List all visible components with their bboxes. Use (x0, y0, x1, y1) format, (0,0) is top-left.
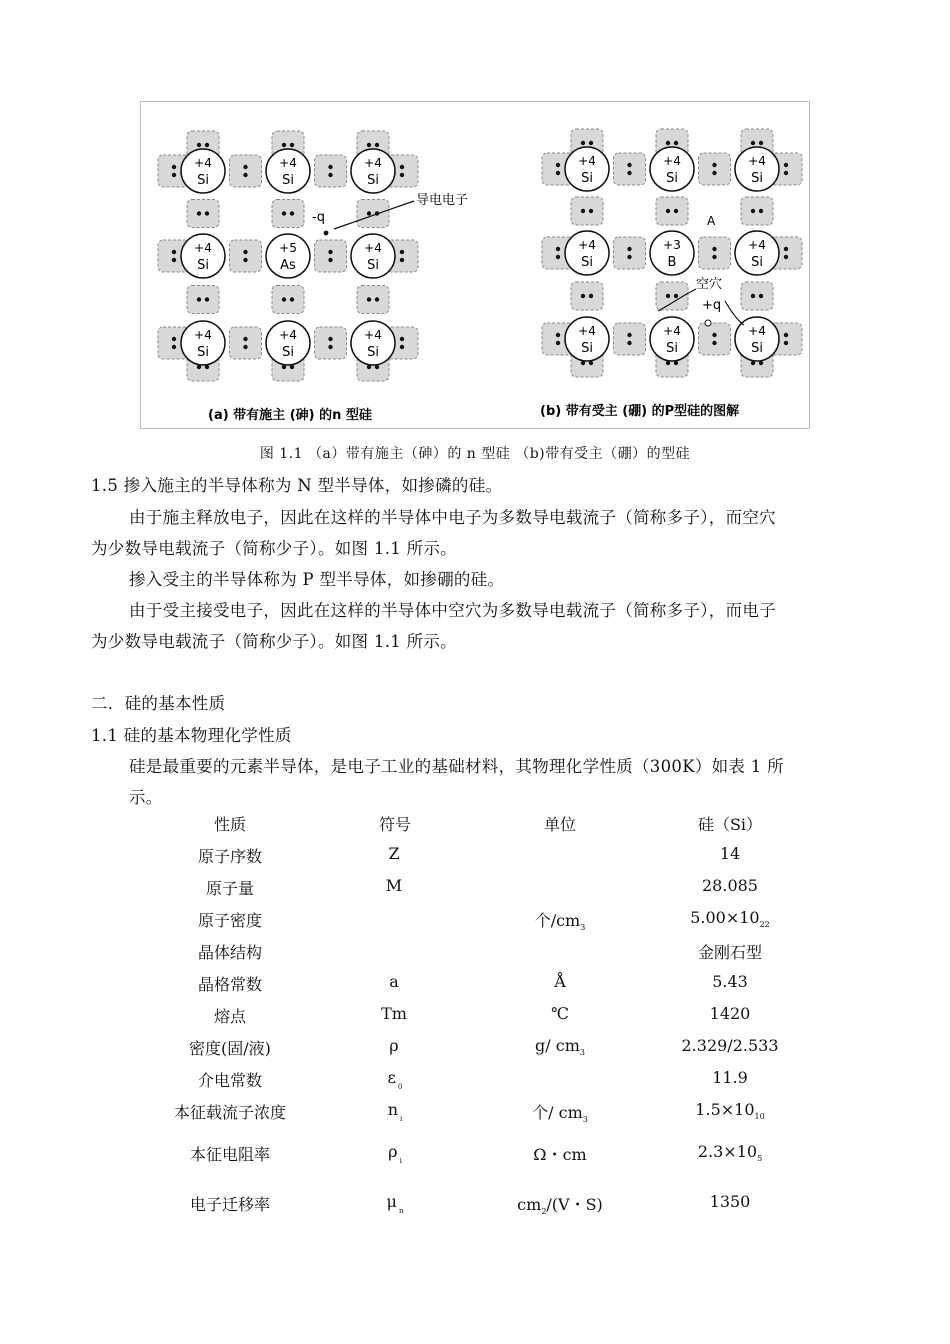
atom-symbol: Si (581, 341, 593, 356)
paragraph-acceptor-line1: 由于受主接受电子，因此在这样的半导体中空穴为多数导电载流子（简称多子），而电子 (129, 601, 776, 620)
atom-symbol: Si (367, 345, 379, 360)
electron-dot (375, 143, 379, 147)
electron-dot (666, 141, 670, 145)
electron-dot (205, 211, 209, 215)
covalent-bond (187, 286, 219, 314)
electron-dot (243, 173, 247, 177)
electron-dot (784, 171, 788, 175)
unit-text: 个/ cm (532, 1103, 583, 1122)
symbol-text: ε (387, 1068, 396, 1087)
label-conduction-electron: 导电电子 (416, 193, 469, 208)
paragraph-donor-line1: 由于施主释放电子，因此在这样的半导体中电子为多数导电载流子（简称多子），而空穴 (129, 508, 776, 527)
atom-symbol: Si (751, 171, 763, 186)
value-cell (650, 876, 810, 897)
electron-dot (367, 211, 371, 215)
value-text: 金刚石型 (697, 943, 762, 962)
property-cell (130, 1142, 330, 1165)
unit-text: g/ cm (535, 1036, 580, 1055)
property-cell (130, 1100, 330, 1123)
symbol-cell (330, 1036, 460, 1059)
electron-dot (243, 337, 247, 341)
electron-dot (712, 341, 716, 345)
symbol-text: Z (388, 844, 400, 863)
property-cell (130, 844, 330, 867)
electron-dot (784, 341, 788, 345)
atom-charge: +4 (364, 328, 382, 342)
electron-dot (627, 163, 631, 167)
electron-dot (197, 297, 201, 301)
electron-dot (172, 258, 176, 262)
atom-symbol: Si (197, 173, 209, 188)
paragraph-p-type: 掺入受主的半导体称为 P 型半导体，如掺硼的硅。 (129, 570, 505, 589)
electron-dot (197, 211, 201, 215)
electron-dot (243, 258, 247, 262)
electron-dot (172, 250, 176, 254)
electron-dot (627, 341, 631, 345)
electron-dot (589, 209, 593, 213)
electron-dot (627, 247, 631, 251)
electron-dot (784, 255, 788, 259)
atom-charge: +4 (194, 328, 212, 342)
symbol-text: ρ (389, 1036, 399, 1055)
atom-charge: +4 (279, 328, 297, 342)
electron-dot (784, 333, 788, 337)
panel-b-p-type (542, 129, 802, 377)
paragraph-silicon-line1: 硅是最重要的元素半导体，是电子工业的基础材料，其物理化学性质（300K）如表 1 所 (129, 757, 784, 776)
symbol-cell (330, 940, 460, 963)
covalent-bond (272, 200, 304, 228)
unit-text: cm (517, 1195, 542, 1214)
electron-dot (712, 163, 716, 167)
covalent-bond (315, 240, 347, 272)
electron-dot (556, 163, 560, 167)
unit-cell (480, 1036, 640, 1057)
property-cell (130, 1036, 330, 1059)
electron-dot (367, 143, 371, 147)
unit-cell (480, 1142, 640, 1166)
property-text: 原子量 (205, 879, 254, 898)
electron-dot (328, 173, 332, 177)
electron-dot (751, 141, 755, 145)
electron-dot (581, 209, 585, 213)
electron-dot (367, 297, 371, 301)
covalent-bond (230, 155, 262, 187)
electron-dot (556, 341, 560, 345)
electron-dot (290, 143, 294, 147)
symbol-subscript: i (399, 1157, 402, 1165)
symbol-cell (330, 876, 460, 899)
unit-superscript: 3 (580, 923, 586, 933)
atom-symbol: Si (751, 341, 763, 356)
value-cell (650, 1004, 810, 1025)
panel-a-n-type (158, 131, 418, 381)
electron-dot (581, 141, 585, 145)
atom-symbol: Si (666, 171, 678, 186)
section-heading: 二．硅的基本性质 (91, 694, 226, 713)
property-cell (130, 1068, 330, 1091)
atom-charge: +4 (364, 241, 382, 255)
value-cell (650, 844, 810, 865)
electron-dot (243, 250, 247, 254)
property-cell (130, 1004, 330, 1027)
covalent-bond (699, 237, 731, 269)
header-property: 性质 (213, 815, 246, 834)
covalent-bond (741, 282, 773, 310)
electron-dot (282, 143, 286, 147)
symbol-text: a (389, 972, 399, 991)
property-text: 熔点 (213, 1007, 246, 1026)
symbol-cell (330, 972, 460, 995)
electron-dot (589, 141, 593, 145)
property-text: 原子密度 (197, 911, 262, 930)
crystal-lattice-figure (140, 101, 810, 429)
electron-dot (400, 250, 404, 254)
electron-dot (328, 250, 332, 254)
electron-dot (627, 171, 631, 175)
table-row (0, 844, 950, 874)
atom-symbol: Si (666, 341, 678, 356)
value-text: 1.5×10 (695, 1100, 755, 1119)
atom-charge: +5 (279, 241, 297, 255)
covalent-bond (187, 200, 219, 228)
covalent-bond (230, 327, 262, 359)
table-row (0, 972, 950, 1002)
label-a: A (707, 214, 716, 228)
electron-dot (400, 345, 404, 349)
label-hole: 空穴 (696, 277, 723, 292)
atom-charge: +4 (578, 324, 596, 338)
atom-symbol: Si (367, 173, 379, 188)
value-superscript: 5 (757, 1154, 763, 1164)
atom-symbol: Si (282, 173, 294, 188)
table-header-row (0, 812, 950, 842)
covalent-bond (699, 323, 731, 355)
atom-symbol: Si (581, 255, 593, 270)
unit-superscript: 2 (541, 1207, 547, 1217)
atom-charge: +4 (578, 154, 596, 168)
atom-charge: +4 (194, 241, 212, 255)
property-text: 电子迁移率 (189, 1195, 270, 1214)
electron-dot (282, 211, 286, 215)
electron-dot (205, 297, 209, 301)
value-text: 2.3×10 (697, 1142, 758, 1161)
electron-dot (172, 337, 176, 341)
electron-dot (666, 294, 670, 298)
electron-dot (400, 337, 404, 341)
value-superscript: 22 (759, 920, 770, 930)
atom-charge: +4 (364, 156, 382, 170)
value-text: 2.329/2.533 (681, 1036, 779, 1055)
electron-dot (328, 337, 332, 341)
unit-cell (480, 972, 640, 993)
property-text: 晶格常数 (197, 975, 262, 994)
header-silicon: 硅（Si） (697, 815, 763, 834)
property-cell (130, 1192, 330, 1215)
covalent-bond (315, 327, 347, 359)
table-row (0, 940, 950, 970)
covalent-bond (614, 153, 646, 185)
table-row (0, 1192, 950, 1222)
property-cell (130, 940, 330, 963)
value-cell (650, 1192, 810, 1213)
covalent-bond (571, 197, 603, 225)
table-row (0, 1068, 950, 1098)
electron-dot (751, 209, 755, 213)
paragraph-n-type: 1.5 掺入施主的半导体称为 N 型半导体，如掺磷的硅。 (91, 476, 503, 495)
panel-b-caption: (b) 带有受主 (硼) 的P型硅的图解 (540, 404, 740, 419)
unit-cell (480, 1100, 640, 1124)
value-superscript: 10 (754, 1112, 765, 1122)
value-text: 1420 (709, 1004, 751, 1023)
label-minus-q: -q (312, 210, 325, 225)
electron-dot (674, 141, 678, 145)
property-text: 密度(固/液) (189, 1039, 271, 1058)
symbol-text: n (387, 1100, 399, 1119)
property-text: 原子序数 (197, 847, 262, 866)
table-row (0, 1100, 950, 1130)
atom-symbol: Si (197, 258, 209, 273)
covalent-bond (614, 237, 646, 269)
table-row (0, 908, 950, 938)
table-row (0, 1142, 950, 1172)
electron-dot (290, 211, 294, 215)
electron-dot (172, 173, 176, 177)
value-text: 5.43 (712, 972, 748, 991)
atom-symbol: Si (197, 345, 209, 360)
property-cell (130, 876, 330, 899)
value-text: 28.085 (702, 876, 758, 895)
value-text: 1350 (709, 1192, 751, 1211)
unit-text: ℃ (551, 1004, 569, 1023)
electron-dot (784, 163, 788, 167)
value-text: 5.00×10 (690, 908, 760, 927)
unit-tail: /(V・S) (546, 1195, 603, 1214)
atom-charge: +4 (279, 156, 297, 170)
value-cell (650, 1142, 810, 1163)
electron-dot (712, 333, 716, 337)
paragraph-silicon-line2: 示。 (129, 788, 163, 807)
electron-dot (556, 247, 560, 251)
electron-dot (759, 294, 763, 298)
value-text: 14 (719, 844, 741, 863)
covalent-bond (699, 153, 731, 185)
electron-dot (666, 209, 670, 213)
property-text: 本征载流子浓度 (173, 1103, 286, 1122)
electron-dot (172, 165, 176, 169)
unit-text: Ω・cm (533, 1145, 587, 1164)
atom-symbol: Si (581, 171, 593, 186)
electron-dot (712, 247, 716, 251)
value-cell (650, 972, 810, 993)
unit-cell (480, 908, 640, 932)
panel-a-caption: (a) 带有施主 (砷) 的n 型硅 (208, 408, 372, 423)
table-row (0, 1004, 950, 1034)
electron-dot (243, 165, 247, 169)
electron-dot (627, 255, 631, 259)
covalent-bond (272, 286, 304, 314)
electron-dot (712, 171, 716, 175)
unit-cell (480, 1192, 640, 1216)
covalent-bond (230, 240, 262, 272)
electron-dot (375, 297, 379, 301)
symbol-cell (330, 908, 460, 931)
value-text: 11.9 (712, 1068, 748, 1087)
symbol-text: ρ (388, 1142, 398, 1161)
value-cell (650, 908, 810, 929)
electron-dot (205, 143, 209, 147)
covalent-bond (357, 200, 389, 228)
symbol-cell (330, 1100, 460, 1123)
electron-dot (589, 294, 593, 298)
covalent-bond (571, 282, 603, 310)
atom-charge: +4 (748, 238, 766, 252)
property-text: 介电常数 (197, 1071, 262, 1090)
symbol-text: Tm (381, 1004, 407, 1023)
free-electron (324, 231, 329, 236)
electron-dot (581, 294, 585, 298)
electron-dot (400, 173, 404, 177)
symbol-subscript: n (398, 1207, 404, 1215)
symbol-cell (330, 1068, 460, 1091)
paragraph-donor-line2: 为少数导电载流子（简称少子）。如图 1.1 所示。 (91, 539, 457, 558)
unit-superscript: 3 (582, 1115, 588, 1125)
electron-dot (290, 297, 294, 301)
symbol-cell (330, 844, 460, 867)
electron-dot (243, 345, 247, 349)
electron-dot (400, 258, 404, 262)
electron-dot (759, 209, 763, 213)
atom-charge: +4 (748, 154, 766, 168)
symbol-cell (330, 1004, 460, 1027)
covalent-bond (741, 197, 773, 225)
atom-symbol: B (667, 255, 677, 270)
symbol-cell (330, 1142, 460, 1165)
header-unit: 单位 (543, 815, 576, 834)
unit-cell (480, 1004, 640, 1025)
value-cell (650, 1036, 810, 1057)
electron-dot (328, 345, 332, 349)
electron-dot (197, 143, 201, 147)
symbol-text: μ (386, 1192, 397, 1211)
electron-dot (674, 294, 678, 298)
property-cell (130, 908, 330, 931)
electron-dot (751, 294, 755, 298)
unit-text: Å (554, 972, 566, 991)
electron-dot (556, 255, 560, 259)
covalent-bond (614, 323, 646, 355)
symbol-text: M (385, 876, 403, 895)
atom-charge: +4 (748, 324, 766, 338)
electron-dot (328, 165, 332, 169)
electron-dot (556, 171, 560, 175)
symbol-subscript: 0 (397, 1083, 403, 1091)
unit-superscript: 3 (579, 1048, 585, 1058)
hole-marker (705, 320, 711, 326)
property-text: 晶体结构 (197, 943, 262, 962)
atom-symbol: Si (367, 258, 379, 273)
atom-symbol: Si (282, 345, 294, 360)
atom-charge: +4 (194, 156, 212, 170)
value-cell (650, 940, 810, 964)
property-cell (130, 972, 330, 995)
electron-dot (712, 255, 716, 259)
symbol-cell (330, 1192, 460, 1215)
covalent-bond (357, 286, 389, 314)
value-cell (650, 1068, 810, 1089)
unit-text: 个/cm (534, 911, 581, 930)
covalent-bond (315, 155, 347, 187)
electron-dot (328, 258, 332, 262)
table-row (0, 1036, 950, 1066)
atom-charge: +3 (663, 238, 681, 252)
electron-dot (556, 333, 560, 337)
covalent-bond (656, 197, 688, 225)
subsection-heading: 1.1 硅的基本物理化学性质 (91, 726, 292, 745)
value-cell (650, 1100, 810, 1121)
atom-charge: +4 (663, 154, 681, 168)
electron-dot (674, 209, 678, 213)
electron-dot (172, 345, 176, 349)
electron-dot (784, 247, 788, 251)
electron-dot (400, 165, 404, 169)
atom-charge: +4 (578, 238, 596, 252)
atom-charge: +4 (663, 324, 681, 338)
atom-symbol: Si (751, 255, 763, 270)
electron-dot (282, 297, 286, 301)
electron-dot (759, 141, 763, 145)
header-symbol: 符号 (378, 815, 411, 834)
symbol-subscript: i (400, 1115, 403, 1123)
atom-symbol: As (280, 258, 296, 273)
label-plus-q: +q (702, 298, 722, 313)
table-row (0, 876, 950, 906)
property-text: 本征电阻率 (189, 1145, 270, 1164)
electron-dot (627, 333, 631, 337)
paragraph-acceptor-line2: 为少数导电载流子（简称少子）。如图 1.1 所示。 (91, 632, 457, 651)
figure-caption: 图 1.1 （a）带有施主（砷）的 n 型硅 （b)带有受主（硼）的型硅 (259, 446, 691, 462)
